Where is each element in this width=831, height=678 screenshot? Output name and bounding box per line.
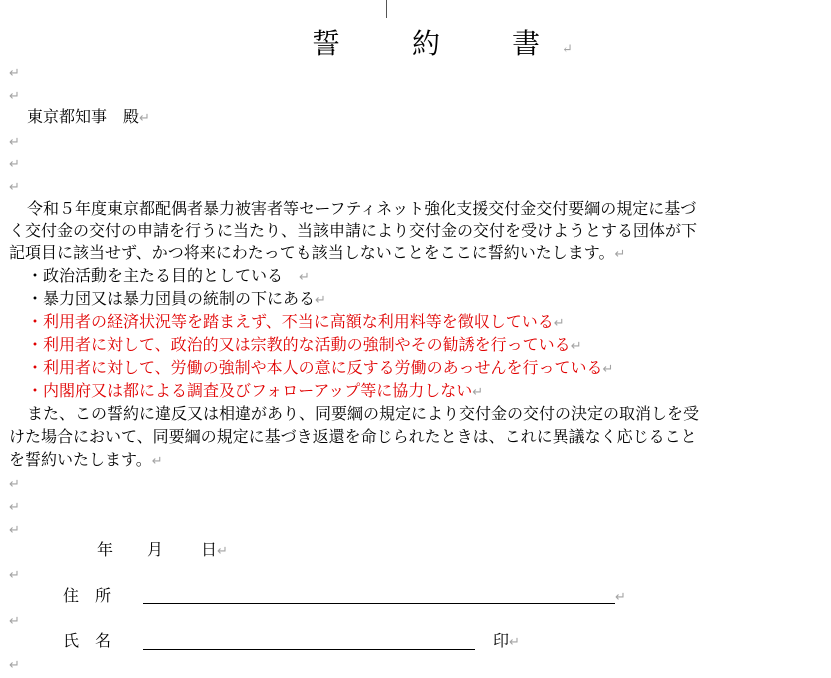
address-label: 住 所 (63, 586, 112, 605)
intro-line-3: 記項目に該当せず、かつ将来にわたっても該当しないことをここに誓約いたします。↵ (9, 243, 626, 262)
item-fees: ・利用者の経済状況等を踏まえず、不当に高額な利用料等を徴収している↵ (27, 312, 565, 331)
name-underline (143, 649, 475, 650)
item-gang: ・暴力団又は暴力団員の統制の下にある↵ (27, 289, 326, 308)
empty-paragraph: ↵ (9, 568, 20, 583)
empty-paragraph: ↵ (9, 523, 20, 538)
empty-paragraph: ↵ (9, 89, 20, 104)
addressee: 東京都知事 殿↵ (27, 107, 150, 126)
empty-paragraph: ↵ (9, 658, 20, 673)
intro-line-1: 令和５年度東京都配偶者暴力被害者等セーフティネット強化支援交付金交付要綱の規定に基づ (27, 199, 697, 218)
date-year: 年 (97, 540, 114, 559)
empty-paragraph: ↵ (9, 135, 20, 150)
empty-paragraph: ↵ (9, 66, 20, 81)
empty-paragraph: ↵ (9, 180, 20, 195)
item-religion: ・利用者に対して、政治的又は宗教的な活動の強制やその勧誘を行っている↵ (27, 335, 582, 354)
address-end: ↵ (615, 590, 626, 605)
empty-paragraph: ↵ (9, 500, 20, 515)
intro-line-2: く交付金の交付の申請を行うに当たり、当該申請により交付金の交付を受けようとする団体が下 (9, 221, 698, 240)
name-label: 氏 名 (63, 631, 112, 650)
closing-line-2: けた場合において、同要綱の規定に基づき返還を命じられたときは、これに異議なく応じること (9, 427, 697, 446)
document-title: 誓 約 書↵ (312, 27, 573, 60)
date-day: 日 (201, 540, 218, 559)
item-political: ・政治活動を主たる目的としている ↵ (27, 266, 310, 285)
date-month: 月 (147, 540, 164, 559)
closing-line-1: また、この誓約に違反又は相違があり、同要綱の規定により交付金の交付の決定の取消しを受 (27, 404, 700, 423)
empty-paragraph: ↵ (9, 614, 20, 629)
item-cooperation: ・内閣府又は都による調査及びフォローアップ等に協力しない↵ (27, 381, 484, 400)
closing-line-3: を誓約いたします。↵ (9, 450, 163, 469)
empty-paragraph: ↵ (9, 477, 20, 492)
address-underline (143, 603, 615, 604)
text-cursor (386, 0, 387, 18)
item-labor: ・利用者に対して、労働の強制や本人の意に反する労働のあっせんを行っている↵ (27, 358, 614, 377)
date-line: 年 月 日↵ (97, 540, 228, 559)
empty-paragraph: ↵ (9, 157, 20, 172)
seal-label: 印↵ (493, 631, 520, 650)
